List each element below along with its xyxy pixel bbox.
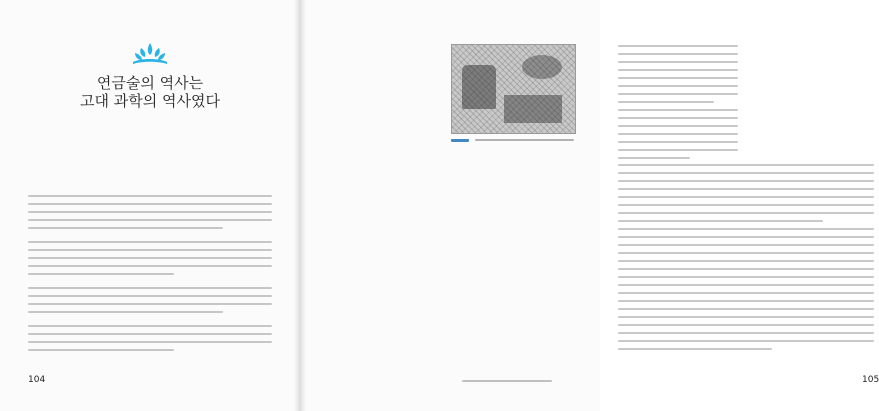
text-line [618,53,738,55]
right-body-text [618,164,874,356]
text-line [618,284,874,286]
text-line [618,220,823,222]
text-line [618,93,738,95]
text-line [618,109,738,111]
running-head [462,380,552,382]
text-line [618,260,874,262]
text-line [618,236,874,238]
text-line [28,249,272,251]
text-line [618,348,772,350]
text-line [618,316,874,318]
text-line [618,180,874,182]
text-line [618,141,738,143]
text-line [28,211,272,213]
text-line [618,157,690,159]
text-line [28,341,272,343]
text-line [618,196,874,198]
text-line [28,265,272,267]
page-number-right: 105 [862,375,879,385]
text-line [28,195,272,197]
text-line [28,303,272,305]
text-line [618,252,874,254]
text-line [618,308,874,310]
text-line [618,332,874,334]
text-line [618,101,714,103]
text-line [618,149,738,151]
text-line [28,227,223,229]
text-line [618,61,738,63]
engraving-figure [451,44,576,134]
chapter-title-line-1: 연금술의 역사는 [96,74,204,92]
text-line [618,125,738,127]
text-line [618,204,874,206]
text-line [28,273,174,275]
text-line [28,287,272,289]
text-line [28,241,272,243]
book-gutter [294,0,306,411]
text-line [618,117,738,119]
left-body-text [28,195,272,357]
figure-caption [451,136,574,144]
text-line [28,257,272,259]
text-line [618,69,738,71]
text-line [618,340,874,342]
lotus-ornament-icon [131,40,169,66]
text-line [28,219,272,221]
text-line [618,300,874,302]
text-line [618,45,738,47]
text-line [28,295,272,297]
text-line [618,77,738,79]
text-line [618,228,874,230]
left-page [0,0,300,411]
figure-caption-text [475,139,574,141]
text-line [28,333,272,335]
text-line [28,311,223,313]
text-line [618,276,874,278]
text-line [618,212,874,214]
figure-caption-label [451,139,469,142]
chapter-title [20,74,280,110]
text-line [28,203,272,205]
text-line [28,349,174,351]
text-line [618,164,874,166]
text-line [618,244,874,246]
text-line [618,172,874,174]
text-line [618,85,738,87]
text-line [28,325,272,327]
text-line [618,292,874,294]
chapter-title-line-2: 고대 과학의 역사였다 [80,92,220,110]
text-line [618,268,874,270]
text-line [618,133,738,135]
page-number-left: 104 [28,375,46,385]
right-top-text [618,45,738,165]
text-line [618,188,874,190]
text-line [618,324,874,326]
